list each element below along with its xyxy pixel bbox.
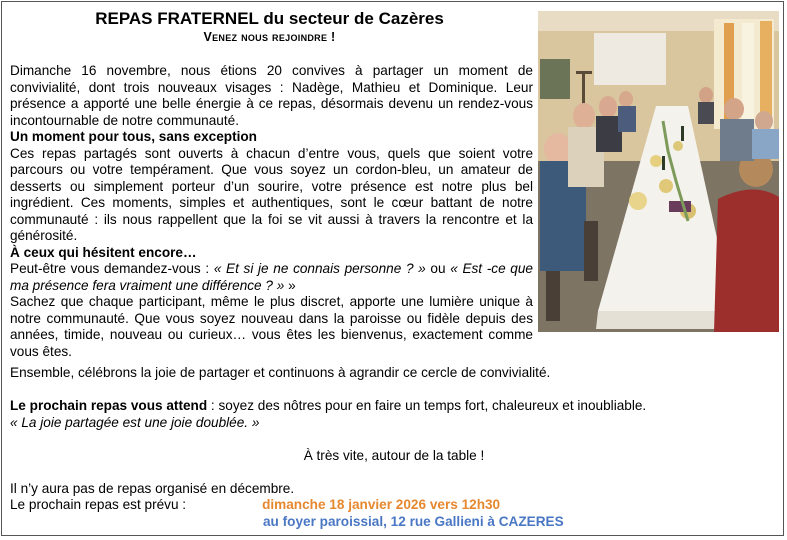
no-december-notice: Il n’y aura pas de repas organisé en décembre.: [10, 480, 295, 496]
questions-mid: ou: [425, 261, 451, 276]
section2-heading: À ceux qui hésitent encore…: [10, 244, 197, 260]
next-date: dimanche 18 janvier 2026 vers 12h30: [262, 497, 501, 512]
page-title: REPAS FRATERNEL du secteur de Cazères: [95, 9, 444, 28]
questions-prefix: Peut-être vous demandez-vous :: [10, 261, 214, 276]
question-2: « Est -ce que ma présence fera vraiment une différence ? »: [10, 261, 533, 293]
section1-heading: Un moment pour tous, sans exception: [10, 129, 257, 144]
questions-suffix: »: [284, 277, 296, 293]
next-meal-text: : soyez des nôtres pour en faire un temps fort, chaleureux et inoubliable.: [207, 398, 647, 413]
lower-section: [10, 365, 778, 530]
joy-quote: « La joie partagée est une joie doublée. »: [10, 414, 260, 430]
question-1: « Et si je ne connais personne ? »: [213, 261, 426, 276]
next-date-label: Le prochain repas est prévu :: [10, 497, 187, 512]
page-subtitle: Venez nous rejoindre !: [203, 30, 336, 44]
section2-body: Sachez que chaque participant, même le plus discret, apporte une lumière unique à notre communauté. Que vous soyez nouveau dans la paroisse ou fidèle depuis des années, timide, nouveau ou curieux… vous êtes les bienvenus, exactement comme vous êtes.: [10, 294, 533, 359]
next-place-line: [10, 514, 778, 531]
intro-paragraph: Dimanche 16 novembre, nous étions 20 convives à partager un moment de convivialité, dont trois nouveaux visages : Nadège, Mathieu et Dominique. Leur présence a apporté une belle énergie à ce repas, désormais devenu un rendez-vous incontournable de notre communauté.: [10, 63, 533, 128]
newsletter-page: [1, 1, 784, 536]
main-column: [10, 63, 533, 360]
questions-paragraph: [10, 261, 533, 294]
next-date-line: [10, 497, 778, 514]
section1-body: Ces repas partagés sont ouverts à chacun d’entre vous, quels que soient votre parcours ou votre tempérament. Que vous soyez un cordon-bleu, un amateur de desserts ou simplement porteur d’un sourire, votre présence est notre plus bel ingrédient. Ces moments, simples et authentiques, sont le cœur battant de notre communauté : ils nous rappellent que la foi se vit aussi à travers la rencontre et la générosité.: [10, 145, 533, 243]
next-meal-paragraph: [10, 398, 778, 415]
next-place: au foyer paroissial, 12 rue Gallieni à CAZERES: [263, 513, 564, 529]
next-meal-heading: Le prochain repas vous attend: [10, 398, 208, 413]
see-you-line: À très vite, autour de la table !: [303, 447, 485, 463]
meal-photo: [538, 11, 779, 332]
closing-line: Ensemble, célébrons la joie de partager et continuons à agrandir ce cercle de convivialité.: [10, 365, 551, 380]
header: [2, 9, 537, 45]
